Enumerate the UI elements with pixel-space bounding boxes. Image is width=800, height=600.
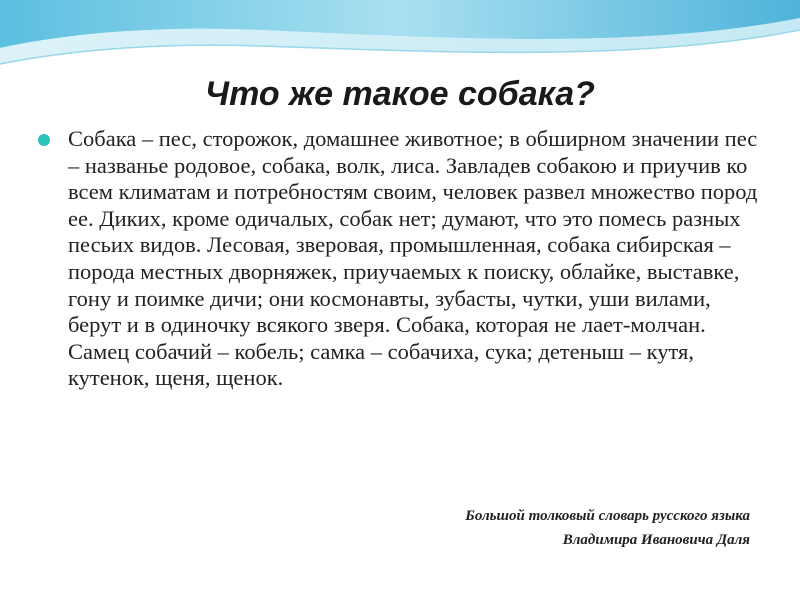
slide-title: Что же такое собака? [205, 75, 595, 113]
bullet-dot-icon [38, 134, 50, 146]
source-citation [465, 504, 750, 552]
source-line-1: Большой толковый словарь русского языка [465, 508, 750, 524]
source-line-2: Владимира Ивановича Даля [562, 532, 750, 548]
definition-text: Собака – пес, сторожок, домашнее животное; в обширном значении пес – названье родовое, собака, волк, лиса. Завладев собакою и приучив ко всем климатам и потребностям своим, человек развел множество пород ее. Диких, кроме одичалых, собак нет; думают, что это помесь разных песьих видов. Лесовая, зверовая, промышленная, собака сибирская – порода местных дворняжек, приучаемых к поиску, облайке, выставке, гону и поимке дичи; они космонавты, зубасты, чутки, уши вилами, берут и в одиночку всякого зверя. Собака, которая не лает-молчан. Самец собачий – кобель; самка – собачиха, сука; детеныш – кутя, кутенок, щеня, щенок. [68, 126, 758, 391]
bullet-paragraph [38, 126, 758, 392]
